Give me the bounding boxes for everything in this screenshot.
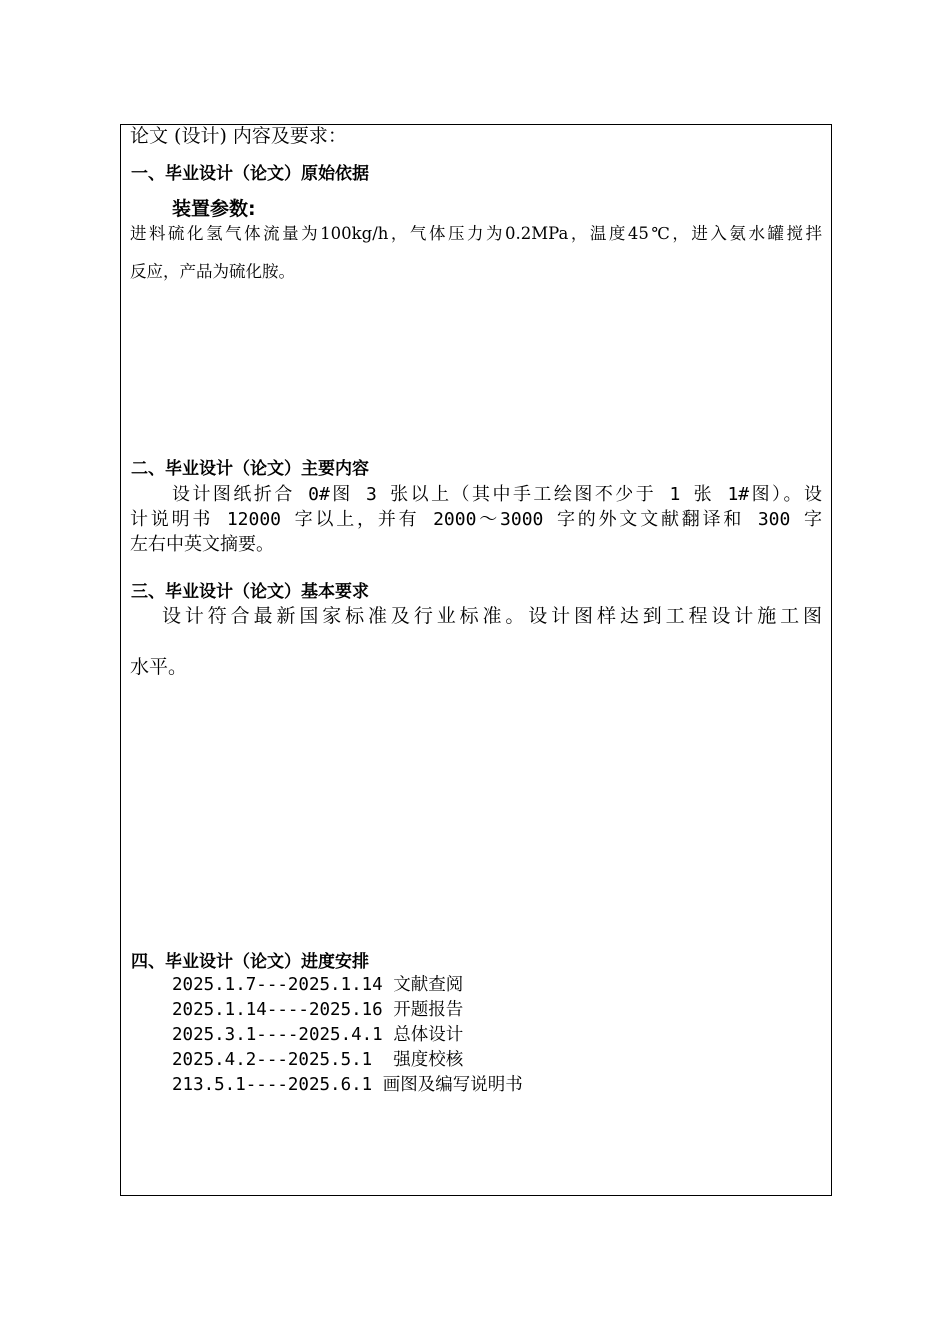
section2-line-1: 设计图纸折合 0#图 3 张以上（其中手工绘图不少于 1 张 1#图）。设 bbox=[172, 484, 822, 505]
section4-heading: 四、毕业设计（论文）进度安排 bbox=[131, 952, 369, 972]
device-parameters-heading: 装置参数: bbox=[172, 198, 256, 220]
section1-line-1: 进料硫化氢气体流量为100kg/h，气体压力为0.2MPa，温度45℃，进入氨水罐搅拌 bbox=[130, 224, 822, 243]
schedule-item-2: 2025.1.14----2025.16 开题报告 bbox=[172, 1000, 464, 1020]
section3-heading: 三、毕业设计（论文）基本要求 bbox=[131, 582, 369, 602]
section3-line-2: 水平。 bbox=[130, 656, 188, 678]
section2-line-2: 计说明书 12000 字以上，并有 2000～3000 字的外文文献翻译和 300 字 bbox=[130, 509, 822, 530]
form-title: 论文 (设计) 内容及要求： bbox=[130, 125, 347, 147]
section2-heading: 二、毕业设计（论文）主要内容 bbox=[131, 459, 369, 479]
section3-line-1: 设计符合最新国家标准及行业标准。设计图样达到工程设计施工图 bbox=[162, 605, 822, 627]
schedule-item-1: 2025.1.7---2025.1.14 文献查阅 bbox=[172, 975, 464, 995]
schedule-item-5: 213.5.1----2025.6.1 画图及编写说明书 bbox=[172, 1075, 523, 1095]
schedule-item-3: 2025.3.1----2025.4.1 总体设计 bbox=[172, 1025, 464, 1045]
section1-line-2: 反应，产品为硫化胺。 bbox=[130, 262, 295, 281]
section1-heading: 一、毕业设计（论文）原始依据 bbox=[131, 164, 369, 184]
schedule-item-4: 2025.4.2---2025.5.1 强度校核 bbox=[172, 1050, 464, 1070]
section2-line-3: 左右中英文摘要。 bbox=[130, 534, 274, 555]
